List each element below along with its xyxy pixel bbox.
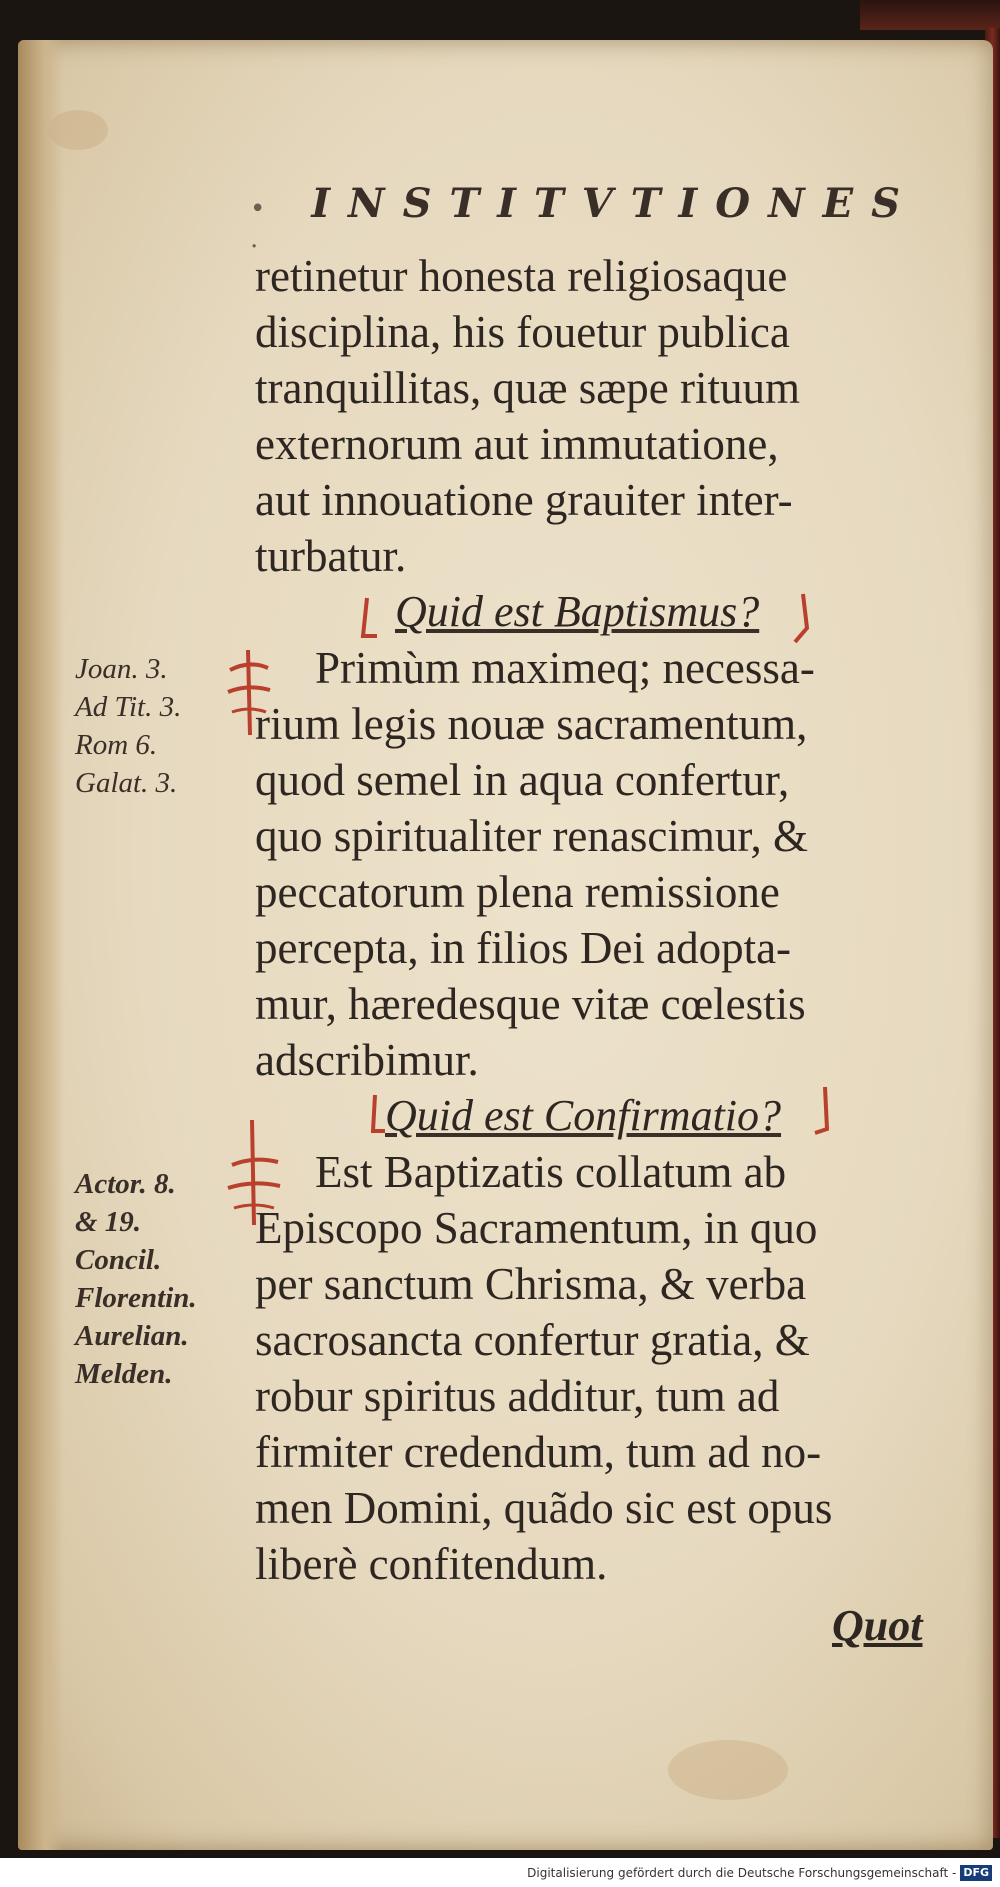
text-line: quo spiritualiter renascimur, & — [255, 811, 809, 861]
book-edge-top — [860, 0, 1000, 30]
text-line: men Domini, quãdo sic est opus — [255, 1483, 833, 1533]
margin-note: & 19. — [75, 1206, 142, 1238]
red-tally-mark-1 — [220, 640, 280, 750]
text-line: aut innouatione grauiter inter- — [255, 475, 793, 525]
text-line: turbatur. — [255, 531, 407, 581]
text-line: adscribimur. — [255, 1035, 479, 1085]
header-ornament: • . — [250, 194, 270, 254]
text-line: externorum aut immutatione, — [255, 419, 779, 469]
margin-note: Galat. 3. — [75, 767, 178, 799]
margin-note: Melden. — [75, 1358, 173, 1390]
paper-stain — [668, 1740, 788, 1800]
digitization-footer — [0, 1858, 1000, 1887]
red-bracket-question-2 — [365, 1085, 845, 1145]
running-head: INSTITVTIONES — [311, 180, 919, 227]
red-tally-mark-2 — [222, 1110, 292, 1240]
text-line: Episcopo Sacramentum, in quo — [255, 1203, 818, 1253]
margin-note: Actor. 8. — [75, 1168, 176, 1200]
margin-note: Ad Tit. 3. — [75, 691, 182, 723]
red-bracket-question-1 — [355, 590, 835, 650]
text-line: quod semel in aqua confertur, — [255, 755, 790, 805]
text-line: disciplina, his fouetur publica — [255, 307, 790, 357]
text-line: Primùm maximeq; necessa- — [315, 643, 815, 693]
text-line: percepta, in filios Dei adopta- — [255, 923, 792, 973]
margin-note: Aurelian. — [75, 1320, 189, 1352]
text-line: per sanctum Chrisma, & verba — [255, 1259, 807, 1309]
catchword: Quot — [832, 1601, 923, 1650]
text-line: mur, hæredesque vitæ cœlestis — [255, 979, 806, 1029]
text-line: tranquillitas, quæ sæpe rituum — [255, 363, 800, 413]
text-line: liberè confitendum. — [255, 1539, 608, 1589]
text-line: sacrosancta confertur gratia, & — [255, 1315, 810, 1365]
text-line: retinetur honesta religiosaque — [255, 251, 788, 301]
text-line: rium legis nouæ sacramentum, — [255, 699, 808, 749]
text-line: peccatorum plena remissione — [255, 867, 780, 917]
main-text — [255, 248, 945, 1592]
margin-note: Joan. 3. — [75, 653, 168, 685]
margin-note: Florentin. — [75, 1282, 197, 1314]
page-header — [250, 180, 919, 254]
text-line: Est Baptizatis collatum ab — [315, 1147, 787, 1197]
footer-credit: Digitalisierung gefördert durch die Deutsche Forschungsgemeinschaft - — [527, 1865, 957, 1880]
margin-note: Rom 6. — [75, 729, 158, 761]
text-line: firmiter credendum, tum ad no- — [255, 1427, 822, 1477]
page-gutter — [18, 40, 64, 1850]
question-text: Quid est Confirmatio? — [385, 1091, 782, 1140]
text-line: robur spiritus additur, tum ad — [255, 1371, 780, 1421]
question-text: Quid est Baptismus? — [395, 587, 760, 636]
margin-note: Concil. — [75, 1244, 162, 1276]
dfg-logo: DFG — [960, 1865, 992, 1881]
